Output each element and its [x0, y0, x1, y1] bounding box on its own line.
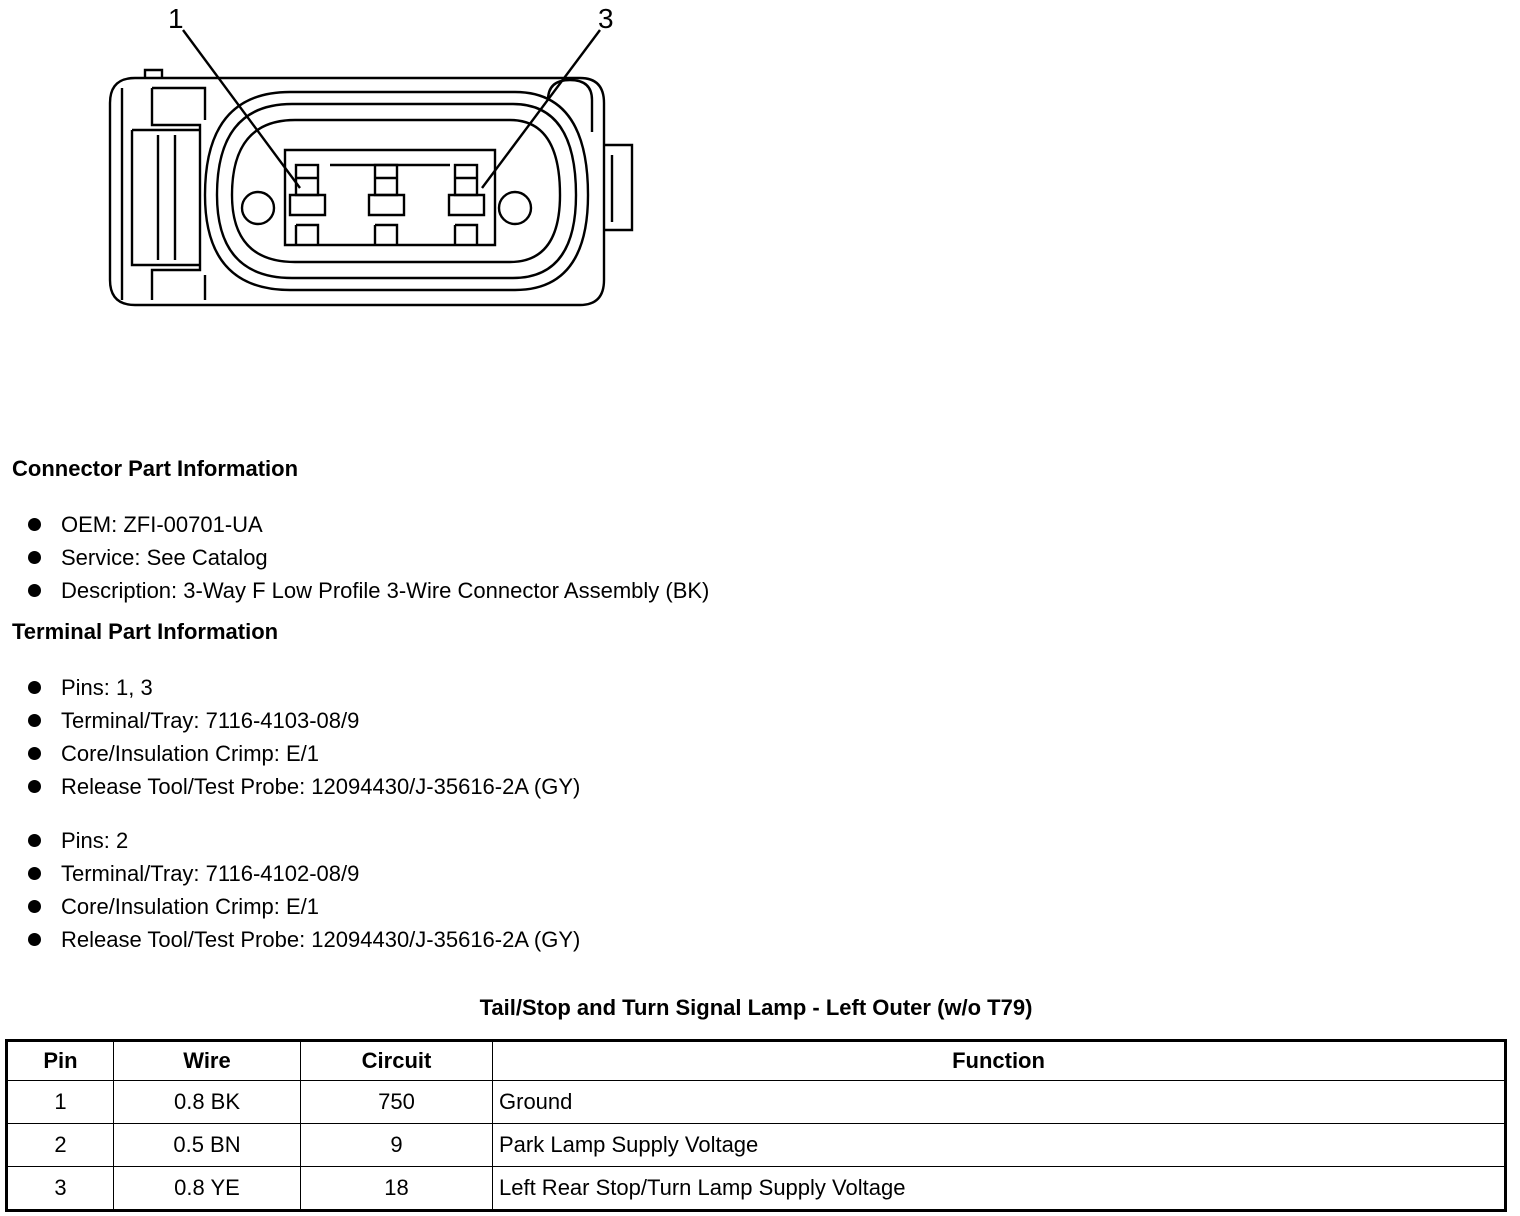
latch-frame: [122, 88, 200, 300]
cell-function: Left Rear Stop/Turn Lamp Supply Voltage: [493, 1166, 1506, 1210]
callout-3: 3: [598, 3, 614, 34]
left-hole: [242, 192, 274, 224]
list-item: Terminal/Tray: 7116-4103-08/9: [28, 704, 580, 737]
table-header-row: [7, 1041, 1506, 1081]
leader-line-3: [482, 30, 600, 188]
cell-circuit: 18: [301, 1166, 493, 1210]
list-item: Core/Insulation Crimp: E/1: [28, 737, 580, 770]
callout-1: 1: [168, 3, 184, 34]
bullet-icon: [28, 714, 41, 727]
list-item: Release Tool/Test Probe: 12094430/J-35616-2A (GY): [28, 923, 580, 956]
table-title: Tail/Stop and Turn Signal Lamp - Left Outer (w/o T79): [479, 995, 1033, 1020]
list-item: Terminal/Tray: 7116-4102-08/9: [28, 857, 580, 890]
cavity-1: [290, 165, 325, 245]
connector-info-list: [28, 508, 709, 607]
cavity-3: [449, 165, 484, 245]
list-item: Service: See Catalog: [28, 541, 709, 574]
cell-wire: 0.8 YE: [114, 1166, 301, 1210]
list-item: Pins: 1, 3: [28, 671, 580, 704]
table-row: [7, 1166, 1506, 1210]
cell-circuit: 9: [301, 1123, 493, 1166]
list-item: Pins: 2: [28, 824, 580, 857]
bullet-icon: [28, 747, 41, 760]
list-item: OEM: ZFI-00701-UA: [28, 508, 709, 541]
list-item: Description: 3-Way F Low Profile 3-Wire Connector Assembly (BK): [28, 574, 709, 607]
bullet-icon: [28, 780, 41, 793]
cell-wire: 0.8 BK: [114, 1081, 301, 1124]
retainer-notch: [548, 80, 592, 132]
terminal-info-title: Terminal Part Information: [12, 619, 279, 644]
right-tab: [604, 145, 632, 230]
list-item: Release Tool/Test Probe: 12094430/J-35616-2A (GY): [28, 770, 580, 803]
bullet-icon: [28, 551, 41, 564]
bullet-icon: [28, 518, 41, 531]
cell-pin: 2: [7, 1123, 114, 1166]
bullet-icon: [28, 933, 41, 946]
right-hole: [499, 192, 531, 224]
latch-slot: [132, 130, 200, 265]
table-row: [7, 1123, 1506, 1166]
cell-pin: 3: [7, 1166, 114, 1210]
header-wire: Wire: [114, 1041, 301, 1081]
list-item: Core/Insulation Crimp: E/1: [28, 890, 580, 923]
bullet-icon: [28, 867, 41, 880]
bullet-icon: [28, 584, 41, 597]
bullet-icon: [28, 900, 41, 913]
cell-function: Ground: [493, 1081, 1506, 1124]
cell-function: Park Lamp Supply Voltage: [493, 1123, 1506, 1166]
terminal-info-list-2: [28, 824, 580, 956]
table-row: [7, 1081, 1506, 1124]
cell-wire: 0.5 BN: [114, 1123, 301, 1166]
header-function: Function: [493, 1041, 1506, 1081]
cell-pin: 1: [7, 1081, 114, 1124]
terminal-info-list-1: [28, 671, 580, 803]
header-pin: Pin: [7, 1041, 114, 1081]
bullet-icon: [28, 834, 41, 847]
connector-info-title: Connector Part Information: [12, 456, 299, 481]
bullet-icon: [28, 681, 41, 694]
cavity-2: [369, 165, 404, 245]
cell-circuit: 750: [301, 1081, 493, 1124]
connector-diagram: [0, 0, 700, 330]
latch-bracket: [152, 88, 205, 300]
pinout-table: [5, 1039, 1507, 1212]
header-circuit: Circuit: [301, 1041, 493, 1081]
